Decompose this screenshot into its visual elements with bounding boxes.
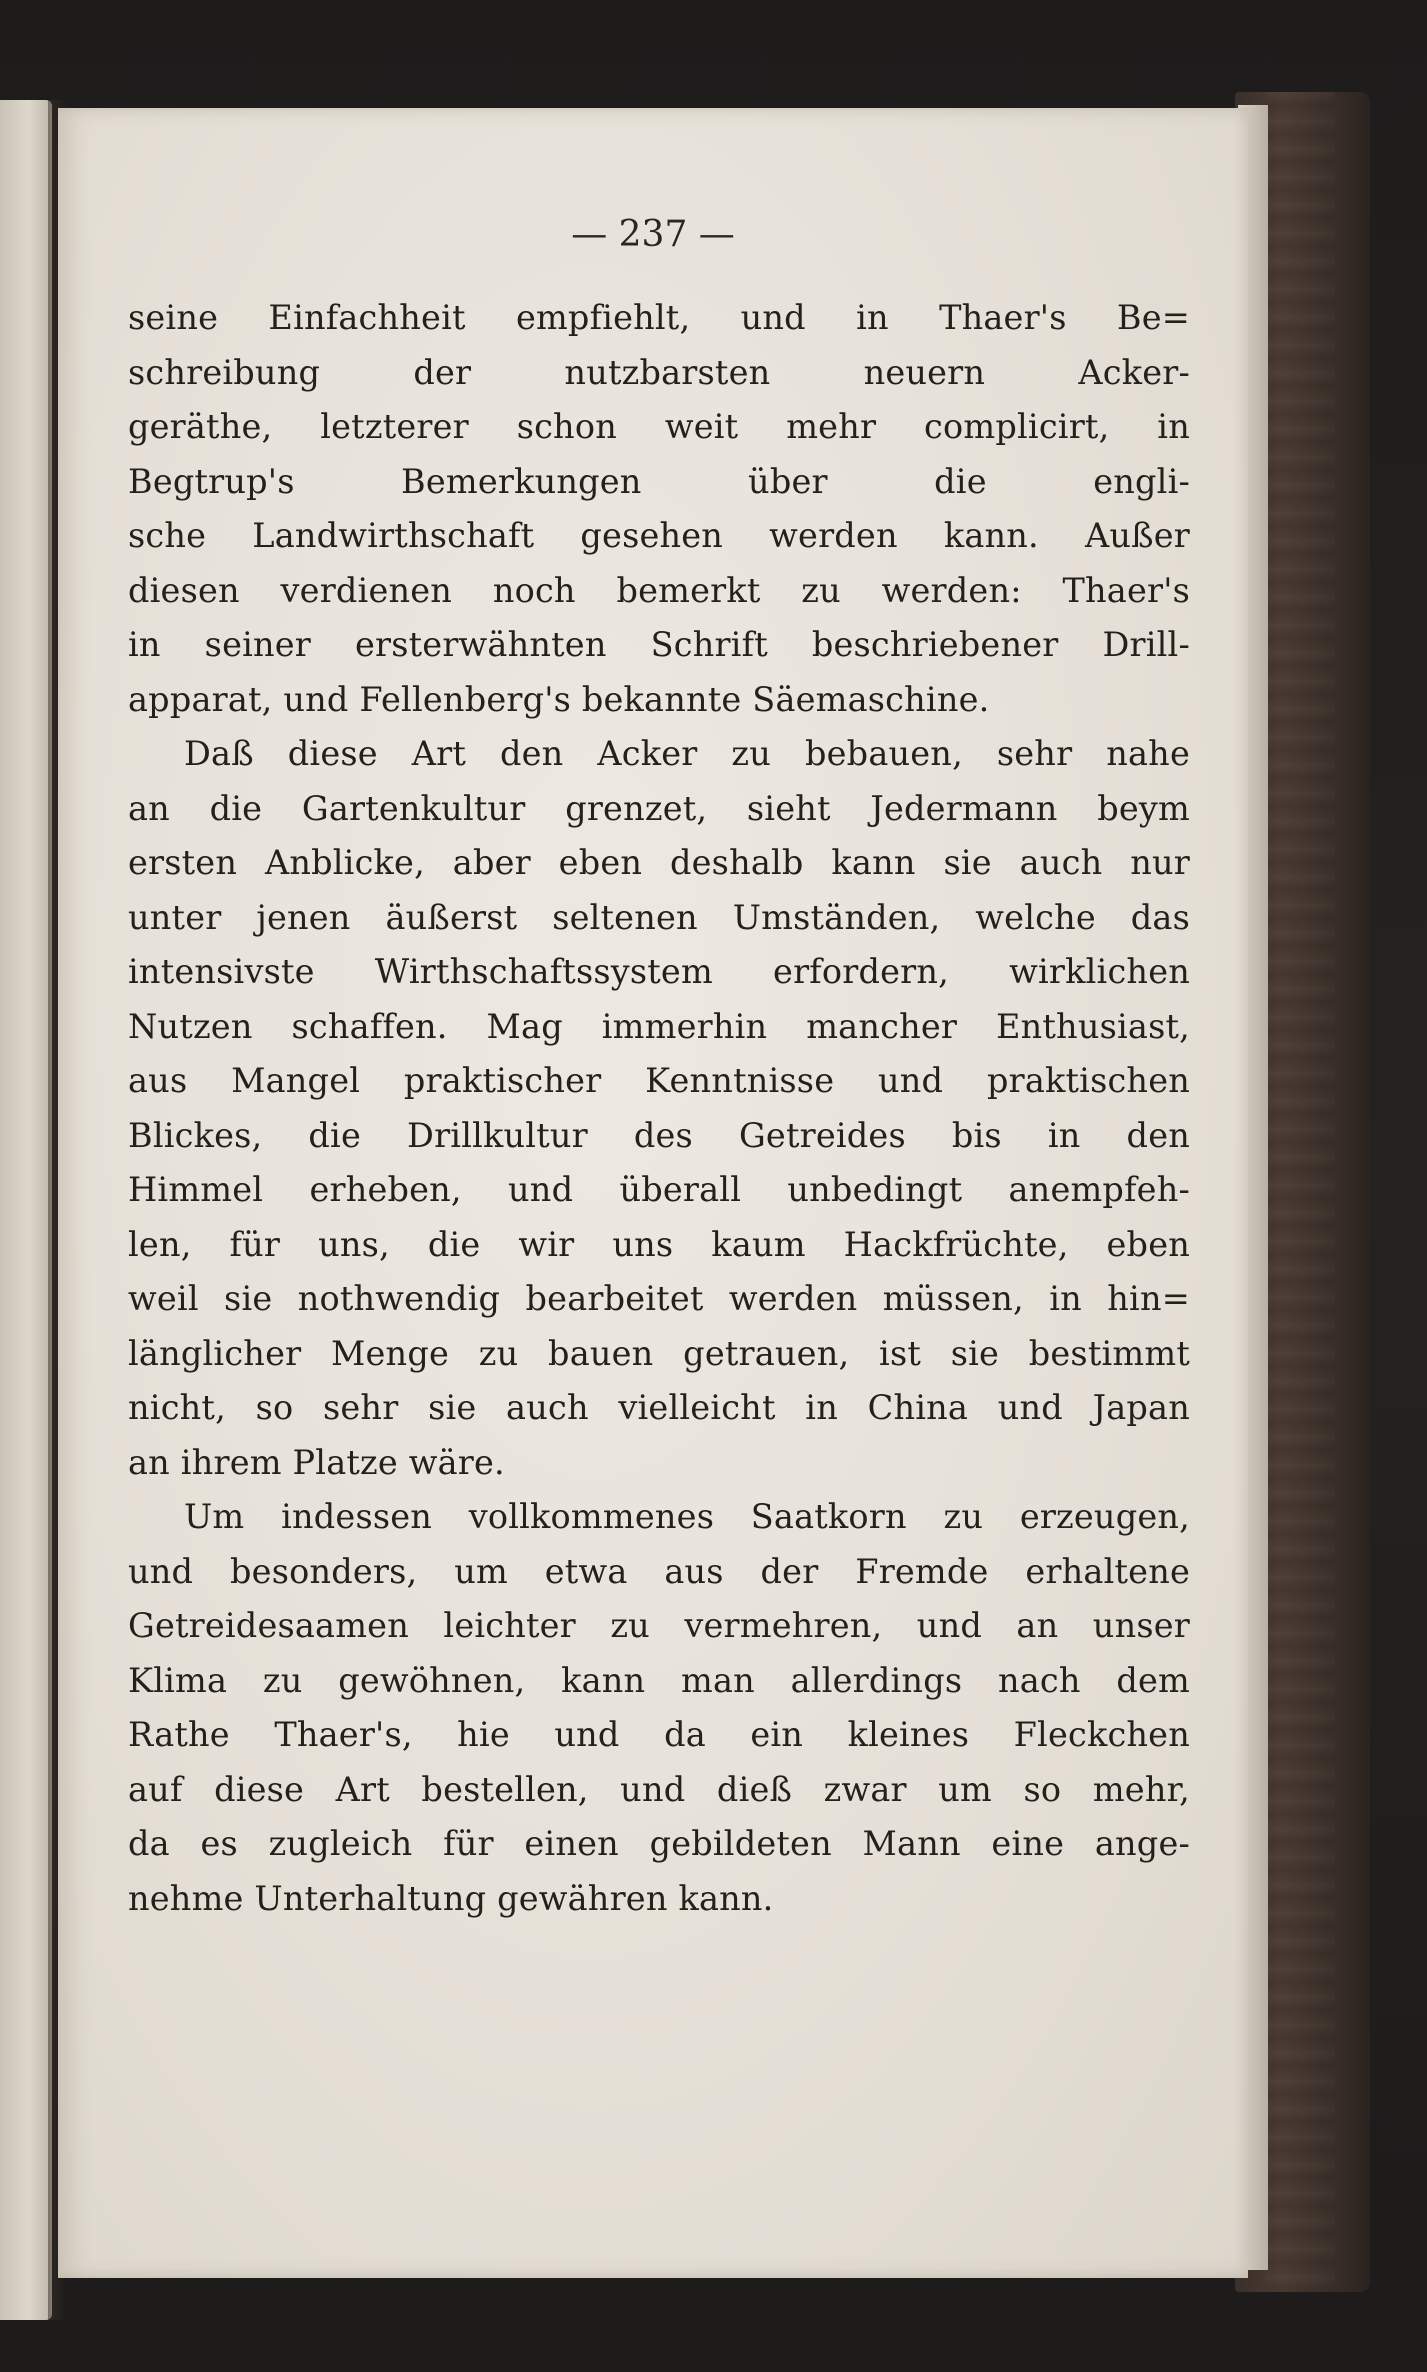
text-line: an ihrem Platze wäre.: [128, 1442, 505, 1482]
text-line: ersten Anblicke, aber eben deshalb kann sie auch nur: [128, 843, 1190, 882]
paragraph-start-line: Um indessen vollkommenes Saatkorn zu erzeugen,: [184, 1497, 1190, 1536]
text-line: geräthe, letzterer schon weit mehr complicirt, in: [128, 407, 1190, 446]
text-line: seine Einfachheit empfiehlt, und in Thaer's Be=: [128, 298, 1190, 337]
text-line: nicht, so sehr sie auch vielleicht in China und Japan: [128, 1388, 1190, 1427]
left-page-edge: [0, 100, 52, 2320]
text-line: apparat, und Fellenberg's bekannte Säemaschine.: [128, 679, 990, 719]
text-line: nehme Unterhaltung gewähren kann.: [128, 1878, 774, 1918]
book-page: [58, 108, 1248, 2278]
text-line: da es zugleich für einen gebildeten Mann eine ange-: [128, 1824, 1190, 1863]
text-line: und besonders, um etwa aus der Fremde erhaltene: [128, 1551, 1190, 1591]
text-line: in seiner ersterwähnten Schrift beschriebener Drill-: [128, 625, 1190, 664]
text-line: Getreidesaamen leichter zu vermehren, und an unser: [128, 1606, 1190, 1645]
text-line: Klima zu gewöhnen, kann man allerdings nach dem: [128, 1660, 1190, 1700]
text-line: len, für uns, die wir uns kaum Hackfrüchte, eben: [128, 1224, 1190, 1264]
text-line: auf diese Art bestellen, und dieß zwar um so mehr,: [128, 1769, 1190, 1809]
text-line: intensivste Wirthschaftssystem erfordern, wirklichen: [128, 952, 1190, 991]
text-line: schreibung der nutzbarsten neuern Acker-: [128, 352, 1190, 392]
text-line: Begtrup's Bemerkungen über die engli-: [128, 461, 1190, 501]
text-line: an die Gartenkultur grenzet, sieht Jedermann beym: [128, 788, 1190, 828]
text-line: aus Mangel praktischer Kenntnisse und praktischen: [128, 1061, 1190, 1100]
paragraph-start-line: Daß diese Art den Acker zu bebauen, sehr nahe: [184, 734, 1190, 773]
text-line: unter jenen äußerst seltenen Umständen, welche das: [128, 897, 1190, 937]
page-number: — 237 —: [571, 214, 735, 255]
text-line: sche Landwirthschaft gesehen werden kann. Außer: [128, 516, 1190, 555]
text-line: Himmel erheben, und überall unbedingt anempfeh-: [128, 1170, 1190, 1209]
text-line: weil sie nothwendig bearbeitet werden müssen, in hin=: [128, 1279, 1190, 1318]
text-line: diesen verdienen noch bemerkt zu werden: Thaer's: [128, 570, 1190, 610]
text-line: länglicher Menge zu bauen getrauen, ist sie bestimmt: [128, 1333, 1190, 1373]
text-line: Nutzen schaffen. Mag immerhin mancher Enthusiast,: [128, 1006, 1190, 1046]
text-line: Blickes, die Drillkultur des Getreides bis in den: [128, 1115, 1190, 1155]
body-text: [128, 291, 1190, 1926]
text-line: Rathe Thaer's, hie und da ein kleines Fleckchen: [128, 1715, 1190, 1754]
